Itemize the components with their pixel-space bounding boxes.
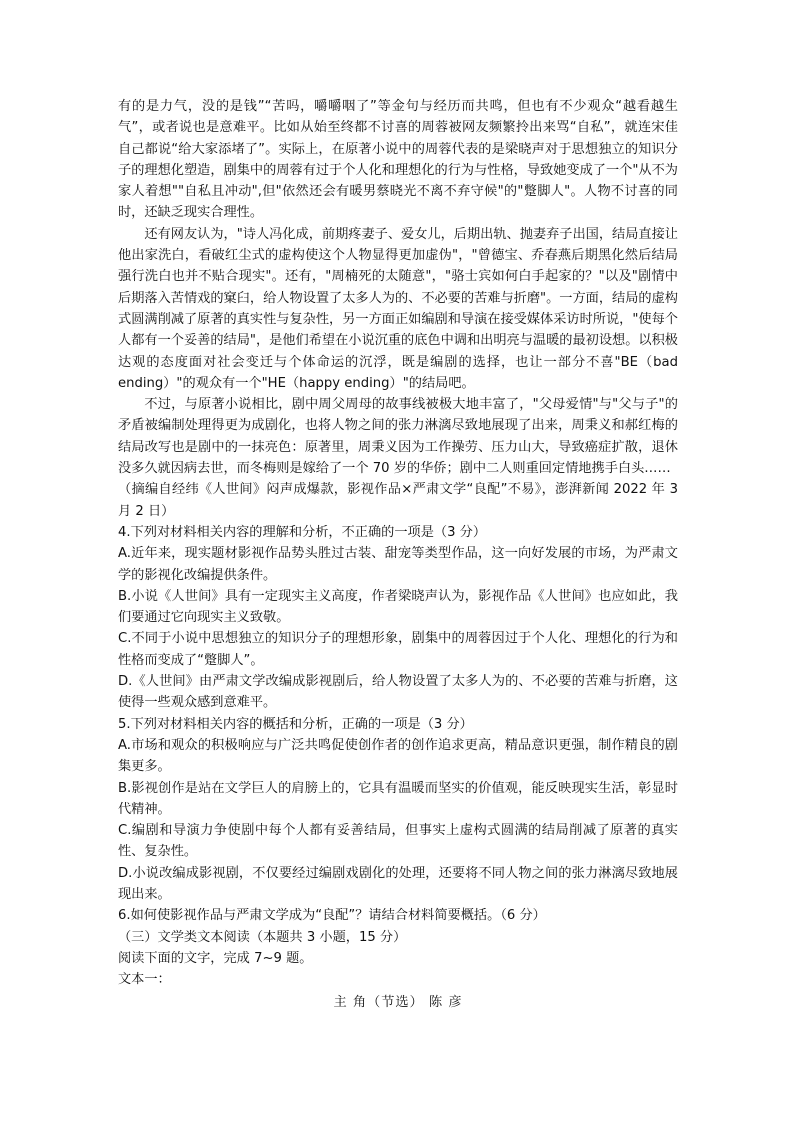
question-4-option-b: B.小说《人世间》具有一定现实主义高度，作者梁晓声认为，影视作品《人世间》也应如此，我们要通过它向现实主义致敬。 xyxy=(118,588,678,626)
paragraph-1: 有的是力气，没的是钱”“苦吗，嚼嚼咽了”等金句与经历而共鸣，但也有不少观众“越看越生气”，或者说也是意难平。比如从始至终都不讨喜的周蓉被网友频繁拎出来骂“自私”，就连宋佳自己都说“给大家添堵了”。实际上，在原著小说中的周蓉代表的是梁晓声对于思想独立的知识分子的理想化塑造，剧集中的周蓉有过于个人化和理想化的行为与性格，导致她变成了一个"从不为家人着想""自私且冲动",但"依然还会有暖男蔡晓光不离不弃守候"的"蹩脚人"。人物不讨喜的同时，还缺乏现实合理性。 xyxy=(118,99,678,221)
question-6: 6.如何使影视作品与严肃文学成为“良配”？请结合材料简要概括。（6 分） xyxy=(118,908,546,924)
question-5-option-d: D.小说改编成影视剧，不仅要经过编剧戏剧化的处理，还要将不同人物之间的张力淋漓尽致地展现出来。 xyxy=(118,865,678,902)
question-4-option-a: A.近年来，现实题材影视作品势头胜过古装、甜宠等类型作品，这一向好发展的市场，为严肃文学的影视化改编提供条件。 xyxy=(118,546,678,583)
story-title: 主 角（节选） 陈 彦 xyxy=(333,995,463,1011)
paragraph-3: 不过，与原著小说相比，剧中周父周母的故事线被极大地丰富了，"父母爱情"与"父与子"的矛盾被编制处理得更为成剧化，也将人物之间的张力淋漓尽致地展现了出来，周秉义和郝红梅的结局改写也是剧中的一抹亮色：原著里，周秉义因为工作操劳、压力山大，导致癌症扩散，退休没多久就因病去世，而冬梅则是嫁给了一个 70 岁的华侨；剧中二人则重回定情地携手白头…… xyxy=(118,397,678,477)
paragraph-2: 还有网友认为，"诗人冯化成，前期疼妻子、爱女儿，后期出轨、抛妻弃子出国，结局直接让他出家洗白，看破红尘式的虚构使这个人物显得更加虚伪"，"曾德宝、乔春燕后期黑化然后结局强行洗白也并不贴合现实"。还有，"周楠死的太随意"，"骆士宾如何白手起家的？"以及"剧情中后期落入苦情戏的窠臼，给人物设置了太多人为的、不必要的苦难与折磨"。一方面，结局的虚构式圆满削减了原著的真实性与复杂性，另一方面正如编剧和导演在接受媒体采访时所说，"使每个人都有一个妥善的结局"，是他们希望在小说沉重的底色中调和出明亮与温暖的最初设想。以积极达观的态度面对社会变迁与个体命运的沉浮，既是编剧的选择，也让一部分不喜"BE（bad ending）"的观众有一个"HE（happy ending）"的结局吧。 xyxy=(118,226,678,391)
question-4-option-c: C.不同于小说中思想独立的知识分子的理想形象，剧集中的周蓉因过于个人化、理想化的行为和性格而变成了“蹩脚人”。 xyxy=(118,631,678,668)
question-5-option-c: C.编剧和导演力争使剧中每个人都有妥善结局，但事实上虚构式圆满的结局削减了原著的真实性、复杂性。 xyxy=(118,823,678,860)
section-heading: （三）文学类文本阅读（本题共 3 小题，15 分） xyxy=(118,929,407,945)
source-citation: （摘编自经纬《人世间》闷声成爆款，影视作品×严肃文学“良配”不易》，澎湃新闻 2022 年 3 月 2 日） xyxy=(118,482,678,519)
question-5-option-b: B.影视创作是站在文学巨人的肩膀上的，它具有温暖而坚实的价值观，能反映现实生活，彰显时代精神。 xyxy=(118,780,678,817)
question-4-option-d: D.《人世间》由严肃文学改编成影视剧后，给人物设置了太多人为的、不必要的苦难与折磨，这使得一些观众感到意难平。 xyxy=(118,674,678,711)
question-5-option-a: A.市场和观众的积极响应与广泛共鸣促使创作者的创作追求更高，精品意识更强，制作精良的剧集更多。 xyxy=(118,737,678,775)
question-5: 5.下列对材料相关内容的概括和分析，正确的一项是（3 分） xyxy=(118,716,473,732)
document-page xyxy=(118,96,678,1014)
reading-instruction: 阅读下面的文字，完成 7~9 题。 xyxy=(118,950,313,966)
question-4: 4.下列对材料相关内容的理解和分析，不正确的一项是（3 分） xyxy=(118,524,487,540)
text-one-label: 文本一： xyxy=(118,972,171,988)
